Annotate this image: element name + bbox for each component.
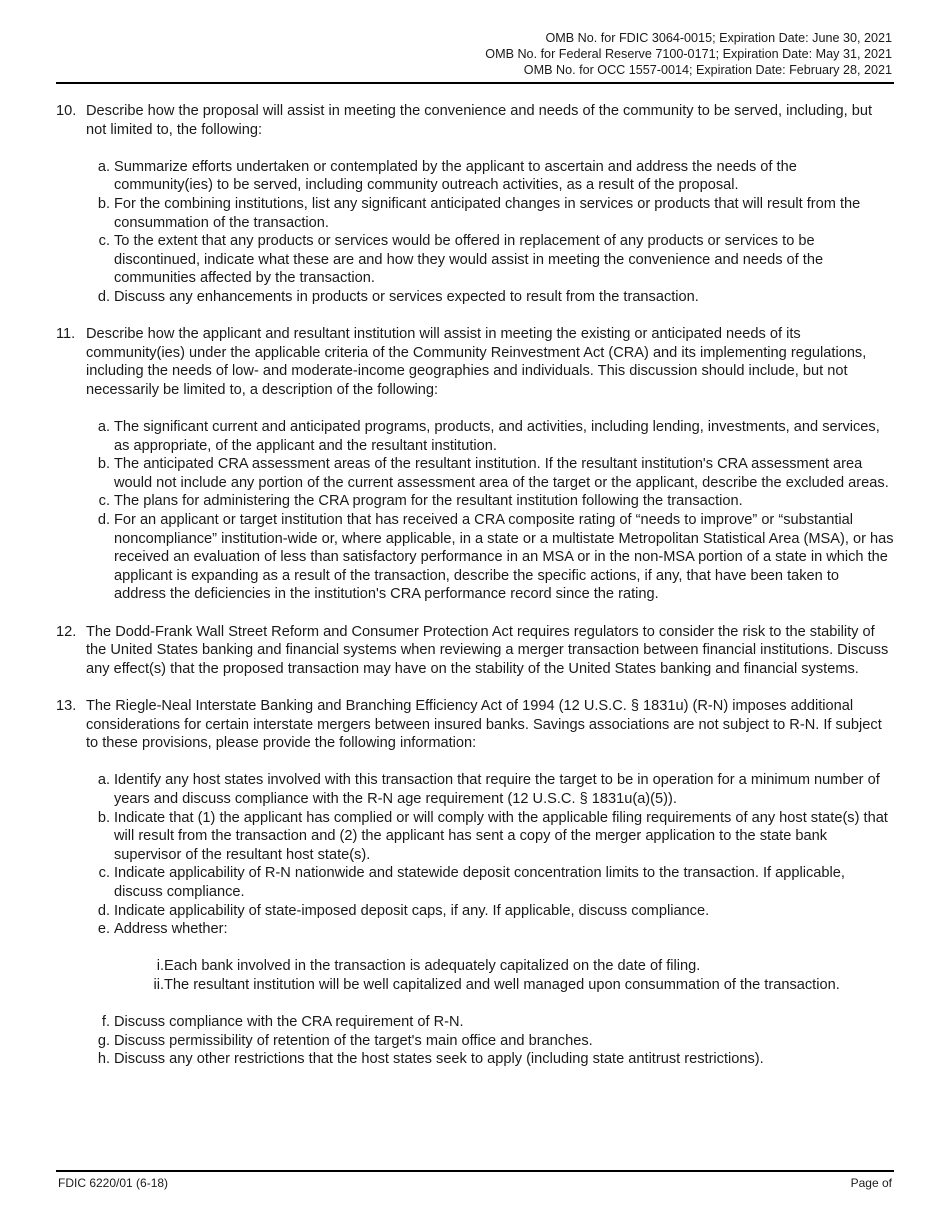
q13-item-d: d. Indicate applicability of state-imposed deposit caps, if any. If applicable, discuss compliance. <box>97 902 710 919</box>
q11-item-d: d. For an applicant or target institution that has received a CRA composite rating of “needs to improve” or “substantial noncompliance” institution-wide or, where applicable, in a state or a multistate Metropolitan Statistical Area (MSA), or has received an evaluation of less than satisfactory performance in an MSA or in the non-MSA portion of a state in which the applicant is expanding as a result of the transaction, describe the specific actions, if any, that have been taken to address the deficiencies in the institution's CRA performance record since the rating. <box>97 512 894 603</box>
question-12 <box>56 623 894 679</box>
question-10 <box>56 102 894 139</box>
q13-item-e-ii: ii. The resultant institution will be well capitalized and well managed upon consummation of the transaction. <box>153 976 840 993</box>
question-text: Describe how the applicant and resultant institution will assist in meeting the existing or anticipated needs of its community(ies) under the applicable criteria of the Community Reinvestment Act (CRA) and its implementing regulations, including the needs of low- and moderate-income geographies and individuals. This discussion should include, but not necessarily be limited to, a description of the following: <box>86 326 867 398</box>
omb-line-occ: OMB No. for OCC 1557-0014; Expiration Date: February 28, 2021 <box>523 63 892 77</box>
question-number: 13. <box>56 698 77 714</box>
form-id: FDIC 6220/01 (6-18) <box>58 1176 169 1190</box>
question-text: Describe how the proposal will assist in meeting the convenience and needs of the community to be served, including, but not limited to, the following: <box>86 103 873 138</box>
q13-item-g: g. Discuss permissibility of retention of the target's main office and branches. <box>97 1032 593 1049</box>
document-body <box>56 102 894 1069</box>
q13-item-e: e. Address whether: <box>97 921 228 938</box>
question-number: 12. <box>56 623 77 640</box>
q10-item-c: c. To the extent that any products or services would be offered in replacement of any products or services to be discontinued, indicate what these are and how they would assist in meeting the convenience and needs of the communities affected by the transaction. <box>98 233 824 287</box>
omb-line-frb: OMB No. for Federal Reserve 7100-0171; Expiration Date: May 31, 2021 <box>485 47 892 61</box>
q13-item-b: b. Indicate that (1) the applicant has complied or will comply with the applicable filing requirements of any host state(s) that will result from the transaction and (2) the applicant has sent a copy of the merger application to the state bank supervisor of the resultant host state(s). <box>97 809 888 863</box>
q11-item-a: a. The significant current and anticipated programs, products, and activities, including lending, investments, and services, as appropriate, of the applicant and the resultant institution. <box>97 419 880 454</box>
q10-item-d: d. Discuss any enhancements in products or services expected to result from the transaction. <box>97 288 699 305</box>
question-13 <box>56 697 894 753</box>
question-number: 11. <box>56 326 76 343</box>
omb-line-fdic: OMB No. for FDIC 3064-0015; Expiration Date: June 30, 2021 <box>545 31 892 45</box>
question-text: The Dodd-Frank Wall Street Reform and Consumer Protection Act requires regulators to consider the risk to the stability of the United States banking and financial systems when reviewing a merger transaction between financial institutions. Discuss any effect(s) that the proposed transaction may have on the stability of the United States banking and financial systems. <box>86 623 889 677</box>
footer-divider <box>56 1170 894 1172</box>
question-text: The Riegle-Neal Interstate Banking and Branching Efficiency Act of 1994 (12 U.S.C. § 1831u) (R-N) imposes additional considerations for certain interstate mergers between insured banks. Savings associations are not subject to R-N. If subject to these provisions, please provide the following information: <box>86 698 882 752</box>
q10-item-a: a. Summarize efforts undertaken or contemplated by the applicant to ascertain and address the needs of the community(ies) to be served, including community outreach activities, as a result of the proposal. <box>97 158 797 194</box>
question-number: 10. <box>56 103 77 119</box>
header-divider <box>56 82 894 84</box>
q13-item-h: h. Discuss any other restrictions that the host states seek to apply (including state antitrust restrictions). <box>97 1051 764 1068</box>
q13-item-a: a. Identify any host states involved with this transaction that require the target to be in operation for a minimum number of years and discuss compliance with the R-N age requirement (12 U.S.C. § 1831u(a)(5)). <box>97 772 880 807</box>
page-number: Page of <box>850 1176 892 1190</box>
q10-item-b: b. For the combining institutions, list any significant anticipated changes in services or products that will result from the consummation of the transaction. <box>97 195 861 231</box>
question-11 <box>56 325 894 399</box>
q13-item-e-i: i. Each bank involved in the transaction is adequately capitalized on the date of filing. <box>156 958 701 975</box>
omb-header <box>485 30 892 78</box>
q13-item-c: c. Indicate applicability of R-N nationwide and statewide deposit concentration limits to the transaction. If applicable, discuss compliance. <box>98 865 845 900</box>
q11-item-c: c. The plans for administering the CRA program for the resultant institution following the transaction. <box>98 493 743 510</box>
q11-item-b: b. The anticipated CRA assessment areas of the resultant institution. If the resultant institution's CRA assessment area would not include any portion of the current assessment area of the target or the applicant, describe the excluded areas. <box>97 456 889 491</box>
q13-item-f: f. Discuss compliance with the CRA requirement of R-N. <box>101 1014 464 1031</box>
